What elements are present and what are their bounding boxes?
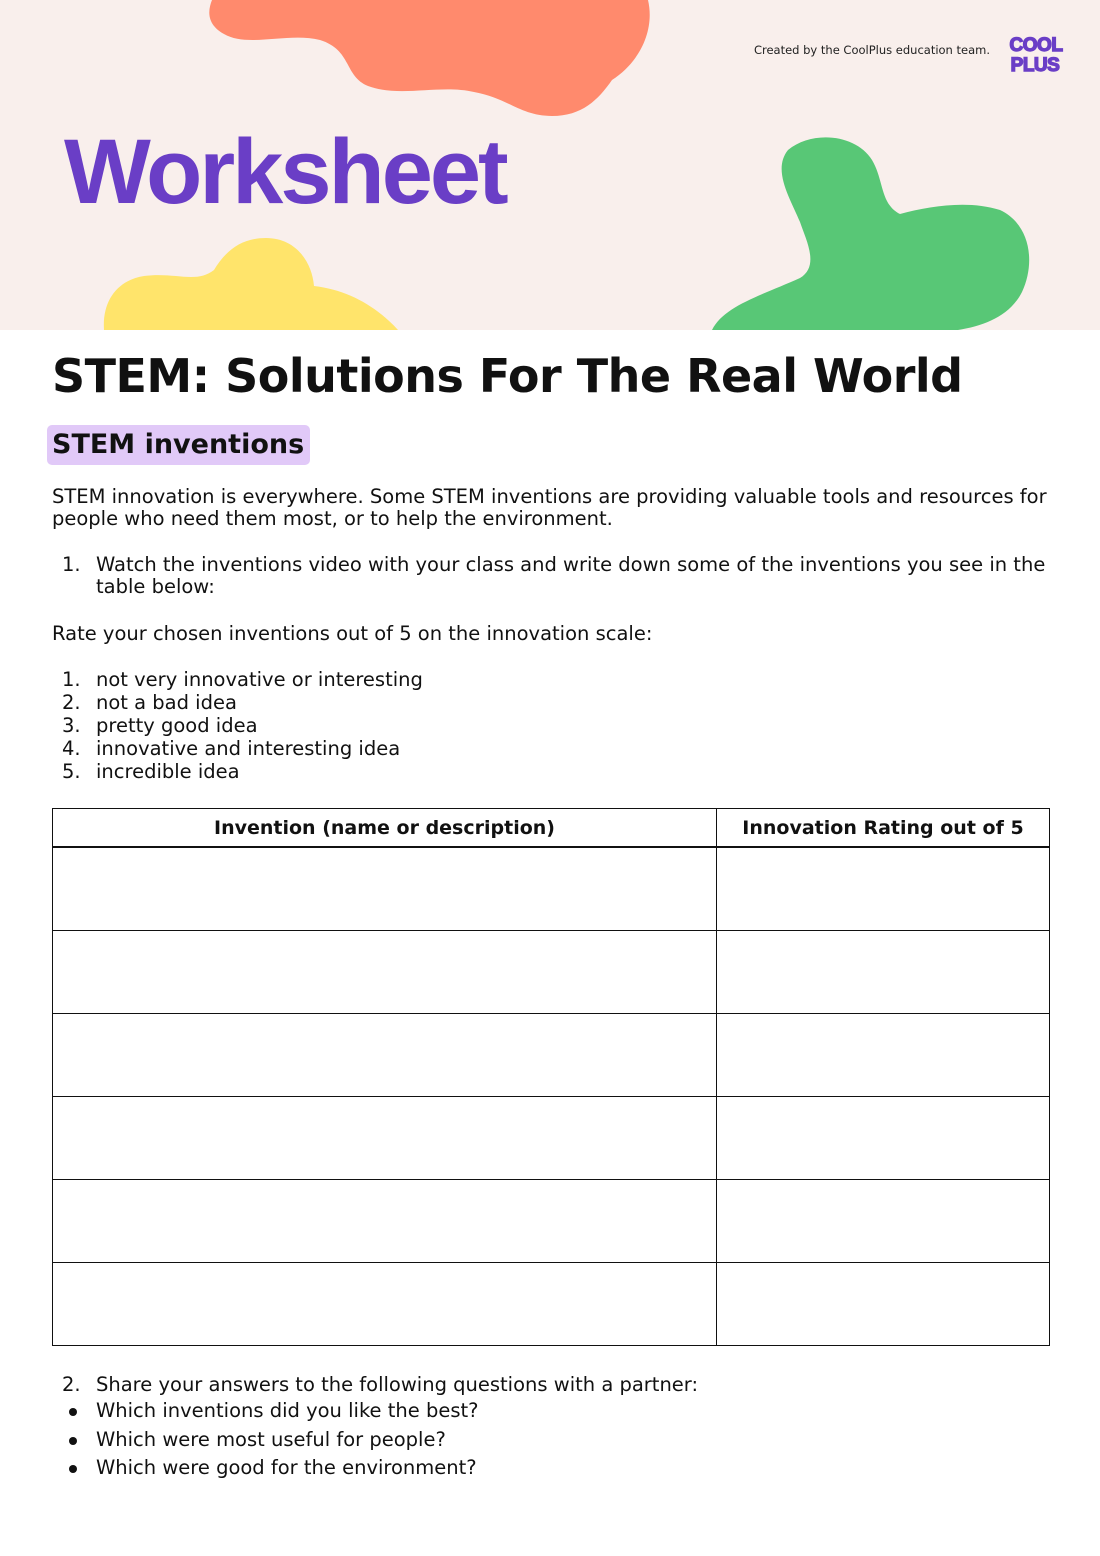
rating-cell[interactable] (717, 847, 1050, 931)
invention-cell[interactable] (53, 847, 717, 931)
column-header-invention: Invention (name or description) (53, 809, 717, 848)
inventions-table (52, 808, 1050, 1346)
task-2-text: Share your answers to the following questions with a partner: (96, 1373, 699, 1396)
rating-cell[interactable] (717, 1180, 1050, 1263)
list-item-text: innovative and interesting idea (96, 737, 401, 760)
table-row (53, 1097, 1050, 1180)
list-item-number: 5. (62, 760, 81, 783)
list-item (62, 1400, 478, 1429)
list-item-number: 4. (62, 737, 81, 760)
discussion-questions-list (62, 1400, 478, 1486)
table-row (53, 1180, 1050, 1263)
list-item (62, 669, 423, 692)
rating-cell[interactable] (717, 931, 1050, 1014)
rating-cell[interactable] (717, 1263, 1050, 1346)
svg-text:PLUS: PLUS (1010, 55, 1060, 74)
rating-intro-text: Rate your chosen inventions out of 5 on the innovation scale: (52, 622, 653, 645)
invention-cell[interactable] (53, 1014, 717, 1097)
intro-paragraph: STEM innovation is everywhere. Some STEM inventions are providing valuable tools and resources for people who need them most, or to help the environment. (52, 485, 1047, 530)
header-banner (0, 0, 1100, 330)
list-item (62, 715, 423, 738)
rating-cell[interactable] (717, 1014, 1050, 1097)
task-1-instruction (62, 554, 1052, 598)
page-title: STEM: Solutions For The Real World (52, 349, 963, 403)
list-item (62, 761, 423, 784)
list-item (62, 1457, 478, 1486)
invention-cell[interactable] (53, 931, 717, 1014)
question-text: Which inventions did you like the best? (96, 1399, 479, 1422)
invention-cell[interactable] (53, 1097, 717, 1180)
invention-cell[interactable] (53, 1180, 717, 1263)
yellow-blob-shape (104, 238, 398, 330)
list-item (62, 738, 423, 761)
rating-cell[interactable] (717, 1097, 1050, 1180)
question-text: Which were good for the environment? (96, 1456, 477, 1479)
list-item (62, 692, 423, 715)
green-blob-shape (712, 137, 1029, 330)
table-row (53, 1263, 1050, 1346)
task-1-number: 1. (62, 553, 81, 576)
list-item-number: 2. (62, 691, 81, 714)
task-2-instruction (62, 1374, 1052, 1396)
task-2-number: 2. (62, 1373, 81, 1396)
bullet-icon (69, 1408, 77, 1416)
section-heading-tag: STEM inventions (47, 425, 310, 465)
worksheet-banner-title: Worksheet (64, 121, 506, 223)
list-item-text: not a bad idea (96, 691, 237, 714)
list-item-number: 1. (62, 668, 81, 691)
coral-blob-shape (209, 0, 649, 116)
invention-cell[interactable] (53, 1263, 717, 1346)
column-header-rating: Innovation Rating out of 5 (717, 809, 1050, 848)
table-row (53, 931, 1050, 1014)
list-item (62, 1429, 478, 1458)
question-text: Which were most useful for people? (96, 1427, 446, 1451)
task-1-text: Watch the inventions video with your class and write down some of the inventions you see in the table below: (96, 553, 1046, 598)
list-item-number: 3. (62, 714, 81, 737)
table-row (53, 1014, 1050, 1097)
list-item-text: pretty good idea (96, 714, 258, 737)
credit-text: Created by the CoolPlus education team. (753, 43, 990, 57)
svg-text:COOL: COOL (1009, 35, 1063, 56)
table-header-row (53, 809, 1050, 848)
coolplus-logo (1003, 34, 1069, 74)
rating-scale-list (62, 669, 423, 784)
table-row (53, 847, 1050, 931)
list-item-text: not very innovative or interesting (96, 668, 423, 691)
bullet-icon (69, 1465, 77, 1473)
bullet-icon (69, 1437, 77, 1445)
list-item-text: incredible idea (96, 760, 240, 783)
